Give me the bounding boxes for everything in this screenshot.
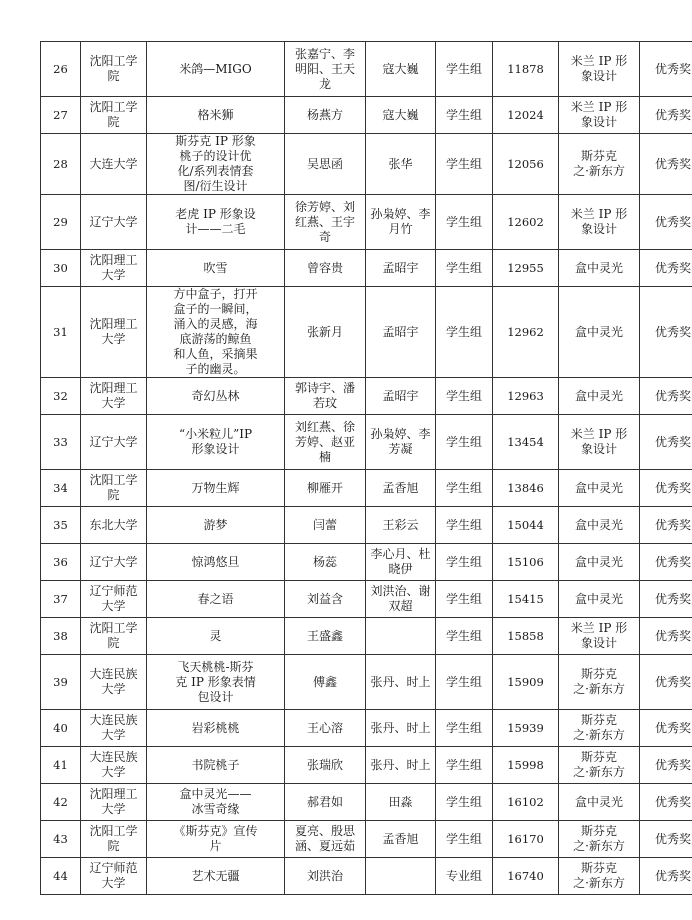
cell-work-title: 万物生辉 [147,470,285,507]
cell-index: 37 [41,581,81,618]
cell-authors: 傅鑫 [285,655,366,710]
table-row [41,97,692,134]
cell-school: 沈阳工学 院 [81,42,147,97]
cell-work-title: 游梦 [147,507,285,544]
cell-index: 38 [41,618,81,655]
table-row [41,710,692,747]
cell-school: 东北大学 [81,507,147,544]
cell-entry-code: 12602 [493,195,559,250]
cell-teacher [366,858,436,895]
table-row [41,195,692,250]
cell-index: 27 [41,97,81,134]
cell-entry-code: 15909 [493,655,559,710]
cell-authors: 刘红燕、徐 芳婷、赵亚 楠 [285,415,366,470]
cell-group: 学生组 [436,470,493,507]
cell-authors: 郭诗宇、潘 若玟 [285,378,366,415]
cell-teacher: 寇大巍 [366,97,436,134]
cell-school: 大连民族 大学 [81,747,147,784]
cell-authors: 闫蕾 [285,507,366,544]
cell-work-title: 米鸽—MIGO [147,42,285,97]
cell-authors: 吴思函 [285,134,366,195]
cell-award: 优秀奖 [640,195,692,250]
cell-school: 大连民族 大学 [81,655,147,710]
cell-school: 沈阳理工 大学 [81,784,147,821]
cell-award: 优秀奖 [640,544,692,581]
cell-teacher: 孟昭宇 [366,250,436,287]
cell-authors: 曾容贵 [285,250,366,287]
table-row [41,821,692,858]
cell-group: 学生组 [436,97,493,134]
cell-topic: 米兰 IP 形 象设计 [559,97,640,134]
cell-entry-code: 12962 [493,287,559,378]
cell-teacher: 孟昭宇 [366,378,436,415]
cell-award: 优秀奖 [640,470,692,507]
cell-authors: 张新月 [285,287,366,378]
cell-school: 沈阳工学 院 [81,821,147,858]
cell-group: 学生组 [436,250,493,287]
cell-school: 大连民族 大学 [81,710,147,747]
cell-topic: 斯芬克 之·新东方 [559,655,640,710]
cell-award: 优秀奖 [640,581,692,618]
table-row [41,747,692,784]
cell-group: 学生组 [436,581,493,618]
cell-entry-code: 12963 [493,378,559,415]
cell-group: 学生组 [436,747,493,784]
cell-school: 辽宁师范 大学 [81,858,147,895]
cell-index: 30 [41,250,81,287]
cell-work-title: 飞天桃桃-斯芬 克 IP 形象表情 包设计 [147,655,285,710]
cell-group: 学生组 [436,287,493,378]
cell-group: 学生组 [436,821,493,858]
cell-index: 39 [41,655,81,710]
table-row [41,507,692,544]
table-row [41,544,692,581]
cell-topic: 米兰 IP 形 象设计 [559,195,640,250]
cell-authors: 王心溶 [285,710,366,747]
cell-work-title: 书院桃子 [147,747,285,784]
cell-teacher: 田淼 [366,784,436,821]
cell-topic: 盒中灵光 [559,250,640,287]
cell-group: 学生组 [436,618,493,655]
table-row [41,655,692,710]
table-row [41,858,692,895]
cell-authors: 徐芳婷、刘 红燕、王宇 奇 [285,195,366,250]
cell-work-title: 方中盒子，打开 盒子的一瞬间， 涌入的灵感，海 底游荡的鲸鱼 和人鱼，采摘果 子的幽灵。 [147,287,285,378]
cell-group: 学生组 [436,544,493,581]
cell-topic: 米兰 IP 形 象设计 [559,618,640,655]
cell-index: 35 [41,507,81,544]
cell-entry-code: 15998 [493,747,559,784]
cell-topic: 盒中灵光 [559,544,640,581]
cell-school: 沈阳理工 大学 [81,250,147,287]
cell-group: 学生组 [436,195,493,250]
cell-topic: 盒中灵光 [559,581,640,618]
cell-award: 优秀奖 [640,134,692,195]
cell-topic: 米兰 IP 形 象设计 [559,42,640,97]
cell-teacher: 刘洪治、谢 双超 [366,581,436,618]
cell-index: 42 [41,784,81,821]
table-row [41,415,692,470]
cell-authors: 夏亮、殷思 涵、夏远茹 [285,821,366,858]
cell-index: 26 [41,42,81,97]
cell-topic: 盒中灵光 [559,507,640,544]
cell-school: 沈阳工学 院 [81,618,147,655]
cell-award: 优秀奖 [640,655,692,710]
cell-authors: 郝君如 [285,784,366,821]
cell-authors: 杨燕方 [285,97,366,134]
cell-entry-code: 16740 [493,858,559,895]
cell-award: 优秀奖 [640,250,692,287]
cell-work-title: “小米粒儿”IP 形象设计 [147,415,285,470]
cell-entry-code: 16102 [493,784,559,821]
table-row [41,287,692,378]
cell-work-title: 盒中灵光—— 冰雪奇缘 [147,784,285,821]
cell-group: 学生组 [436,507,493,544]
cell-index: 41 [41,747,81,784]
cell-group: 学生组 [436,710,493,747]
cell-teacher: 孙枭婷、李 月竹 [366,195,436,250]
cell-topic: 斯芬克 之·新东方 [559,858,640,895]
cell-work-title: 吹雪 [147,250,285,287]
cell-work-title: 《斯芬克》宣传 片 [147,821,285,858]
cell-award: 优秀奖 [640,710,692,747]
cell-school: 沈阳工学 院 [81,97,147,134]
cell-topic: 盒中灵光 [559,378,640,415]
cell-group: 学生组 [436,42,493,97]
cell-group: 学生组 [436,784,493,821]
cell-entry-code: 15858 [493,618,559,655]
cell-entry-code: 11878 [493,42,559,97]
cell-work-title: 灵 [147,618,285,655]
cell-award: 优秀奖 [640,858,692,895]
cell-entry-code: 15939 [493,710,559,747]
cell-teacher: 张华 [366,134,436,195]
cell-work-title: 奇幻丛林 [147,378,285,415]
cell-index: 32 [41,378,81,415]
cell-index: 40 [41,710,81,747]
cell-work-title: 老虎 IP 形象设 计——二毛 [147,195,285,250]
cell-work-title: 艺术无疆 [147,858,285,895]
cell-entry-code: 12056 [493,134,559,195]
cell-index: 44 [41,858,81,895]
cell-authors: 柳雁开 [285,470,366,507]
cell-teacher: 孟香旭 [366,821,436,858]
cell-entry-code: 15044 [493,507,559,544]
cell-school: 辽宁大学 [81,195,147,250]
cell-topic: 米兰 IP 形 象设计 [559,415,640,470]
cell-award: 优秀奖 [640,507,692,544]
cell-index: 33 [41,415,81,470]
cell-school: 辽宁大学 [81,415,147,470]
cell-teacher [366,618,436,655]
cell-topic: 盒中灵光 [559,784,640,821]
cell-topic: 斯芬克 之·新东方 [559,710,640,747]
table-row [41,134,692,195]
cell-award: 优秀奖 [640,378,692,415]
cell-authors: 刘洪治 [285,858,366,895]
cell-award: 优秀奖 [640,747,692,784]
cell-school: 辽宁师范 大学 [81,581,147,618]
cell-index: 31 [41,287,81,378]
cell-award: 优秀奖 [640,97,692,134]
cell-group: 学生组 [436,378,493,415]
cell-work-title: 春之语 [147,581,285,618]
table-row [41,250,692,287]
cell-authors: 王盛鑫 [285,618,366,655]
cell-index: 43 [41,821,81,858]
table-row [41,618,692,655]
cell-index: 34 [41,470,81,507]
cell-work-title: 格米狮 [147,97,285,134]
cell-group: 学生组 [436,655,493,710]
table-row [41,470,692,507]
cell-teacher: 寇大巍 [366,42,436,97]
cell-school: 大连大学 [81,134,147,195]
cell-index: 36 [41,544,81,581]
cell-topic: 斯芬克 之·新东方 [559,134,640,195]
cell-topic: 斯芬克 之·新东方 [559,747,640,784]
cell-award: 优秀奖 [640,618,692,655]
table-row [41,784,692,821]
cell-entry-code: 13454 [493,415,559,470]
cell-index: 29 [41,195,81,250]
cell-teacher: 张丹、时上 [366,710,436,747]
cell-topic: 斯芬克 之·新东方 [559,821,640,858]
cell-entry-code: 16170 [493,821,559,858]
cell-authors: 刘益含 [285,581,366,618]
cell-teacher: 张丹、时上 [366,747,436,784]
cell-entry-code: 15106 [493,544,559,581]
cell-authors: 张嘉宁、李 明阳、王天 龙 [285,42,366,97]
table-row [41,378,692,415]
cell-entry-code: 12955 [493,250,559,287]
table-row [41,581,692,618]
cell-school: 沈阳理工 大学 [81,287,147,378]
cell-topic: 盒中灵光 [559,470,640,507]
cell-group: 专业组 [436,858,493,895]
cell-authors: 杨蕊 [285,544,366,581]
cell-teacher: 张丹、时上 [366,655,436,710]
cell-work-title: 斯芬克 IP 形象 桃子的设计优 化/系列表情套 图/衍生设计 [147,134,285,195]
cell-award: 优秀奖 [640,42,692,97]
table-row [41,42,692,97]
cell-teacher: 孙枭婷、李 芳凝 [366,415,436,470]
cell-entry-code: 12024 [493,97,559,134]
cell-school: 沈阳理工 大学 [81,378,147,415]
cell-school: 沈阳工学 院 [81,470,147,507]
cell-teacher: 孟香旭 [366,470,436,507]
cell-work-title: 岩彩桃桃 [147,710,285,747]
cell-entry-code: 15415 [493,581,559,618]
cell-work-title: 惊鸿悠旦 [147,544,285,581]
cell-group: 学生组 [436,134,493,195]
cell-teacher: 李心月、杜 晓伊 [366,544,436,581]
cell-entry-code: 13846 [493,470,559,507]
cell-school: 辽宁大学 [81,544,147,581]
cell-award: 优秀奖 [640,287,692,378]
awards-table [40,41,692,895]
cell-group: 学生组 [436,415,493,470]
cell-teacher: 孟昭宇 [366,287,436,378]
cell-award: 优秀奖 [640,784,692,821]
cell-authors: 张瑞欣 [285,747,366,784]
cell-award: 优秀奖 [640,415,692,470]
cell-index: 28 [41,134,81,195]
cell-teacher: 王彩云 [366,507,436,544]
cell-award: 优秀奖 [640,821,692,858]
cell-topic: 盒中灵光 [559,287,640,378]
